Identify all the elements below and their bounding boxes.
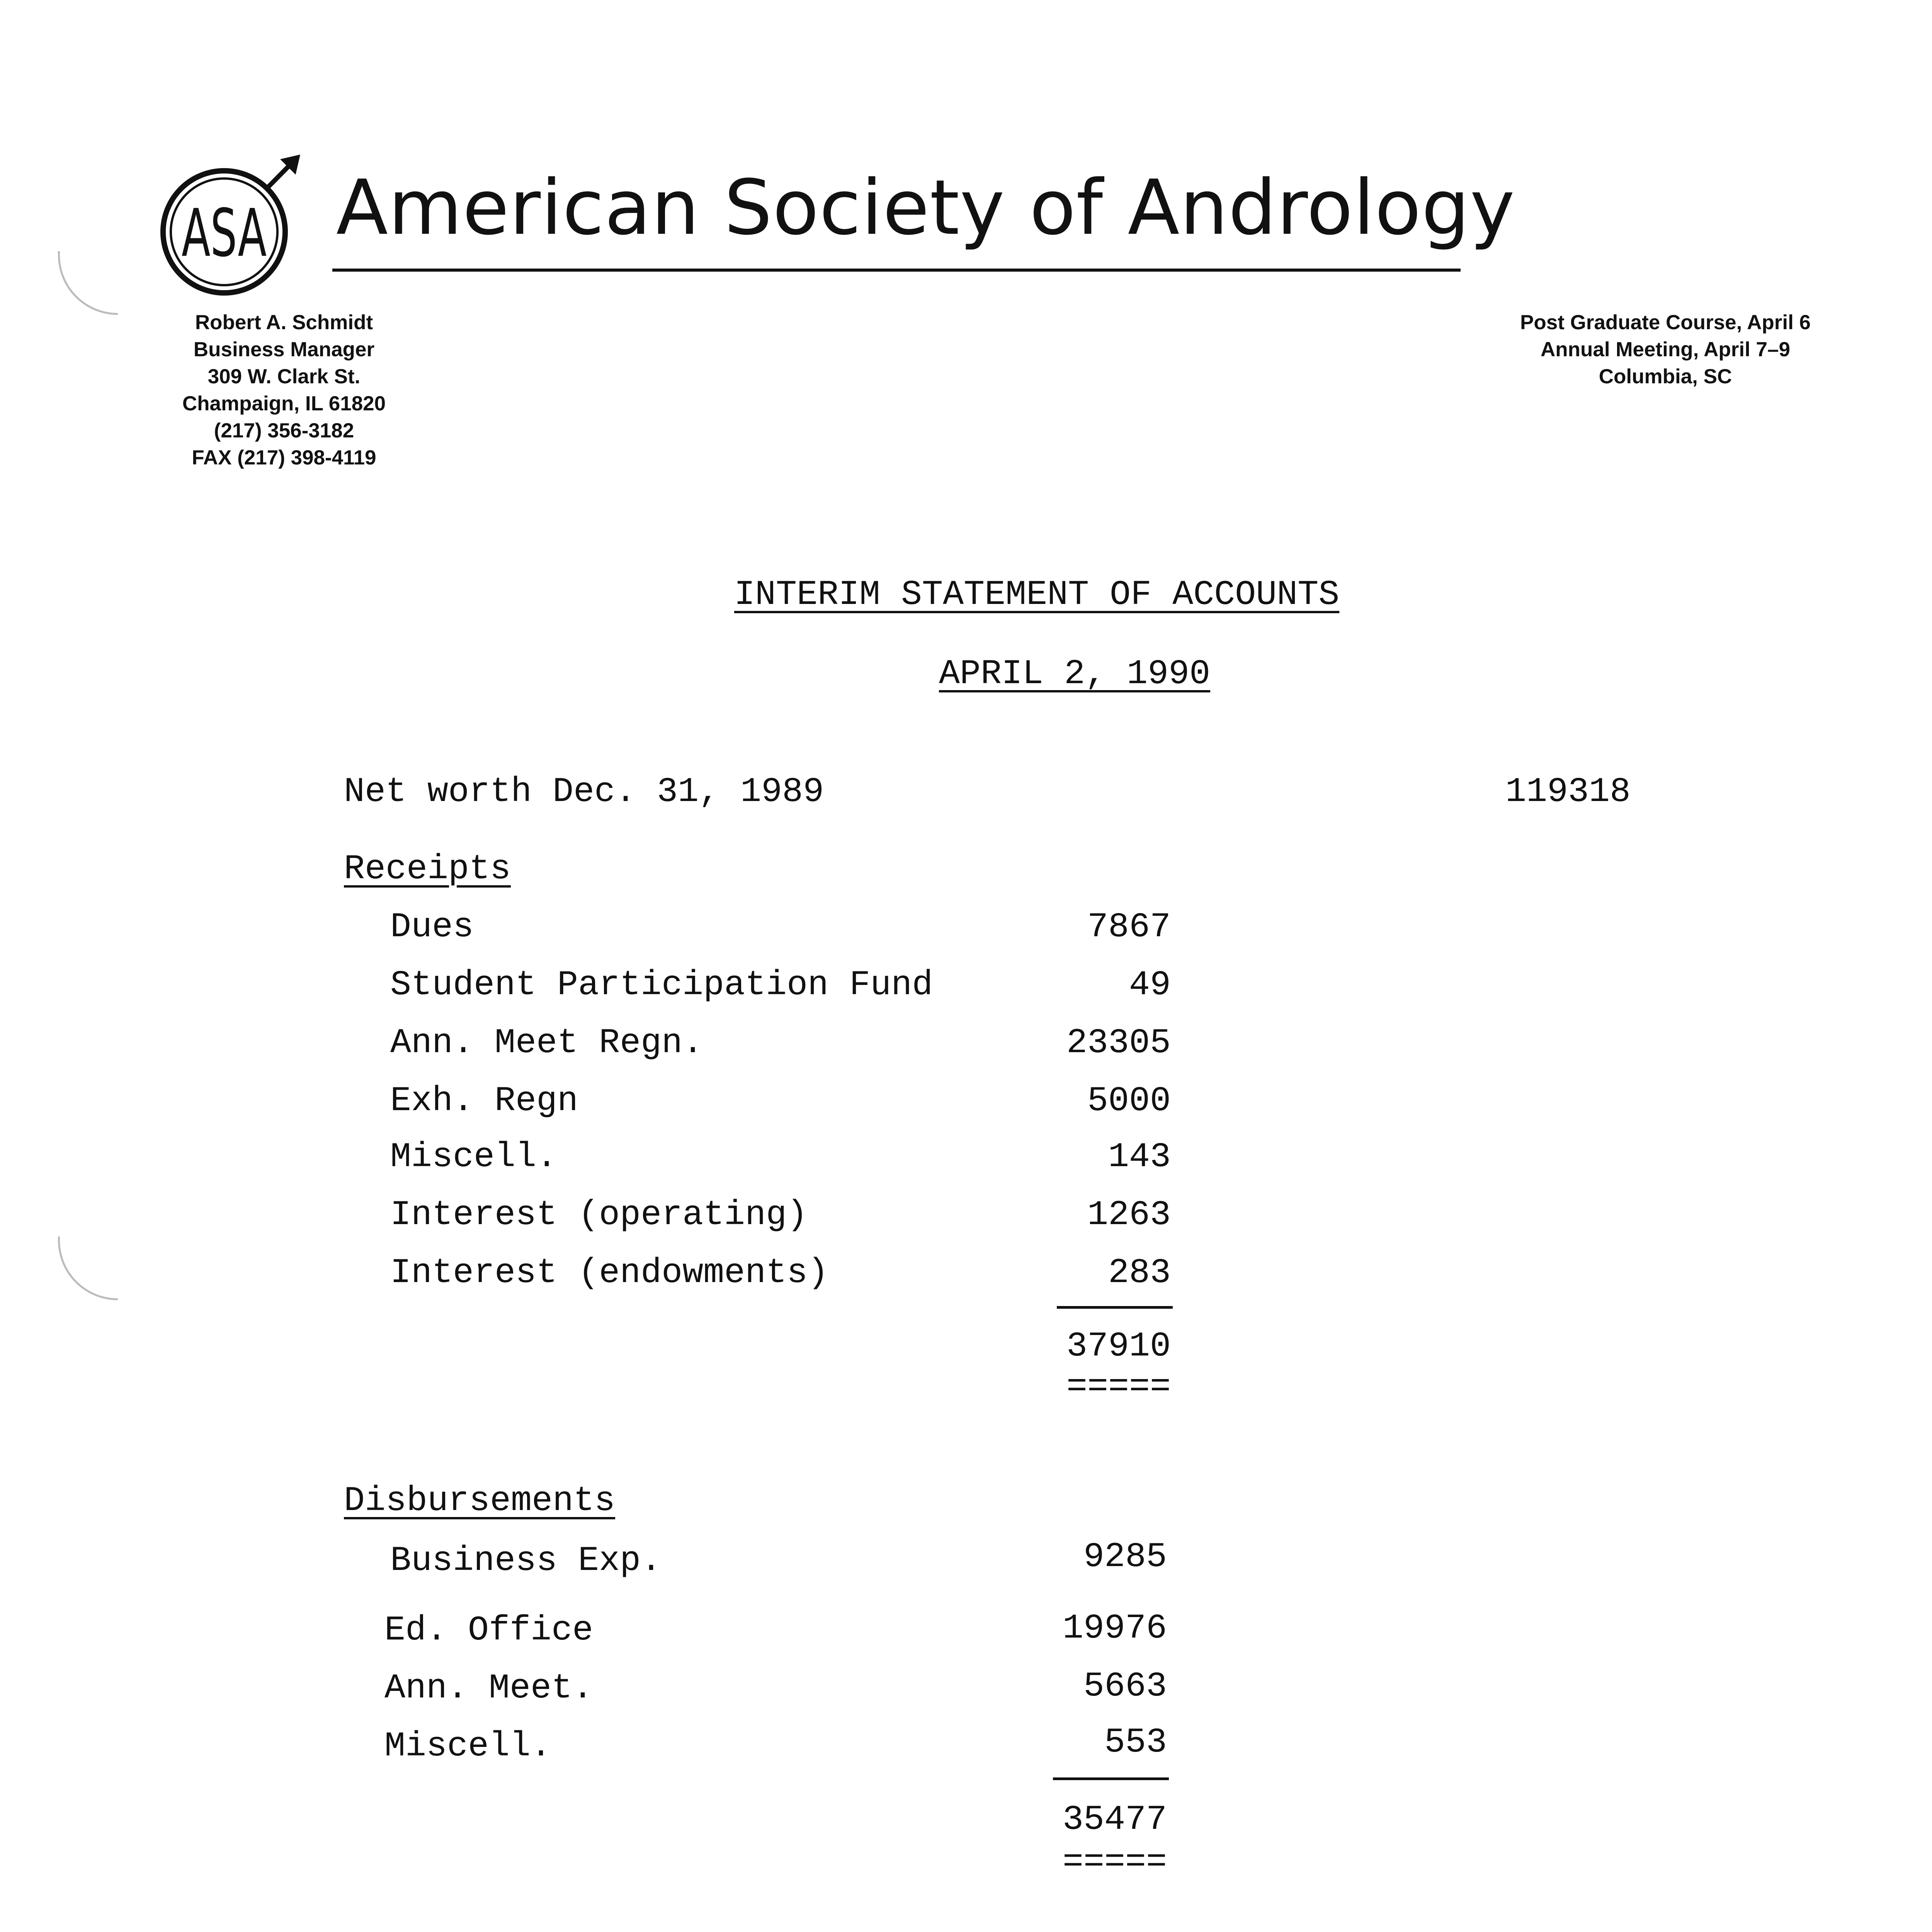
- receipts-heading: Receipts: [344, 850, 511, 889]
- receipt-value: 5000: [1087, 1082, 1171, 1121]
- disbursement-label: Ed. Office: [384, 1611, 594, 1650]
- manager-phone: (217) 356-3182: [214, 419, 354, 442]
- statement-date: APRIL 2, 1990: [939, 655, 1211, 694]
- receipt-label: Exh. Regn: [390, 1082, 578, 1121]
- receipt-label: Student Participation Fund: [390, 966, 933, 1005]
- disbursement-label: Business Exp.: [390, 1541, 662, 1581]
- disbursement-value: 9285: [1083, 1537, 1167, 1577]
- receipt-value: 23305: [1066, 1024, 1171, 1063]
- statement-title: INTERIM STATEMENT OF ACCOUNTS: [734, 575, 1340, 615]
- manager-city: Champaign, IL 61820: [182, 392, 386, 415]
- binder-hole: [58, 251, 118, 315]
- net-worth-start-value: 119318: [1505, 772, 1631, 812]
- disbursement-label: Ann. Meet.: [384, 1669, 594, 1708]
- receipt-value: 283: [1108, 1253, 1171, 1293]
- receipt-label: Dues: [390, 908, 474, 947]
- meeting-annual: Annual Meeting, April 7–9: [1541, 338, 1790, 361]
- org-name: American Society of Andrology: [336, 164, 1515, 252]
- asa-logo: [156, 155, 303, 301]
- business-manager-block: [153, 309, 415, 471]
- header-rule: [332, 269, 1461, 272]
- disbursement-value: 5663: [1083, 1667, 1167, 1706]
- receipt-value: 143: [1108, 1138, 1171, 1177]
- disbursements-sum-rule: [1053, 1777, 1169, 1780]
- binder-hole: [58, 1236, 118, 1300]
- receipt-value: 49: [1129, 966, 1171, 1005]
- receipt-value: 1263: [1087, 1196, 1171, 1235]
- receipt-label: Interest (endowments): [390, 1253, 829, 1293]
- meeting-course: Post Graduate Course, April 6: [1520, 311, 1811, 334]
- receipt-label: Interest (operating): [390, 1196, 808, 1235]
- receipts-total: 37910: [1066, 1327, 1171, 1366]
- disbursement-label: Miscell.: [384, 1727, 552, 1766]
- disbursements-total-mark: =====: [1062, 1843, 1167, 1882]
- disbursements-heading: Disbursements: [344, 1481, 616, 1521]
- receipts-sum-rule: [1057, 1306, 1173, 1309]
- manager-fax: FAX (217) 398-4119: [192, 446, 376, 469]
- disbursement-value: 19976: [1062, 1609, 1167, 1648]
- manager-street: 309 W. Clark St.: [207, 365, 361, 388]
- meeting-info-block: [1484, 309, 1847, 390]
- receipt-label: Ann. Meet Regn.: [390, 1024, 704, 1063]
- manager-name: Robert A. Schmidt: [195, 311, 373, 334]
- receipt-label: Miscell.: [390, 1138, 558, 1177]
- meeting-location: Columbia, SC: [1599, 365, 1732, 388]
- disbursements-total: 35477: [1062, 1800, 1167, 1840]
- manager-title: Business Manager: [193, 338, 375, 361]
- receipt-value: 7867: [1087, 908, 1171, 947]
- disbursement-value: 553: [1104, 1723, 1167, 1762]
- logo-text: ASA: [182, 195, 267, 272]
- net-worth-start-label: Net worth Dec. 31, 1989: [344, 772, 824, 812]
- receipts-total-mark: =====: [1066, 1367, 1171, 1407]
